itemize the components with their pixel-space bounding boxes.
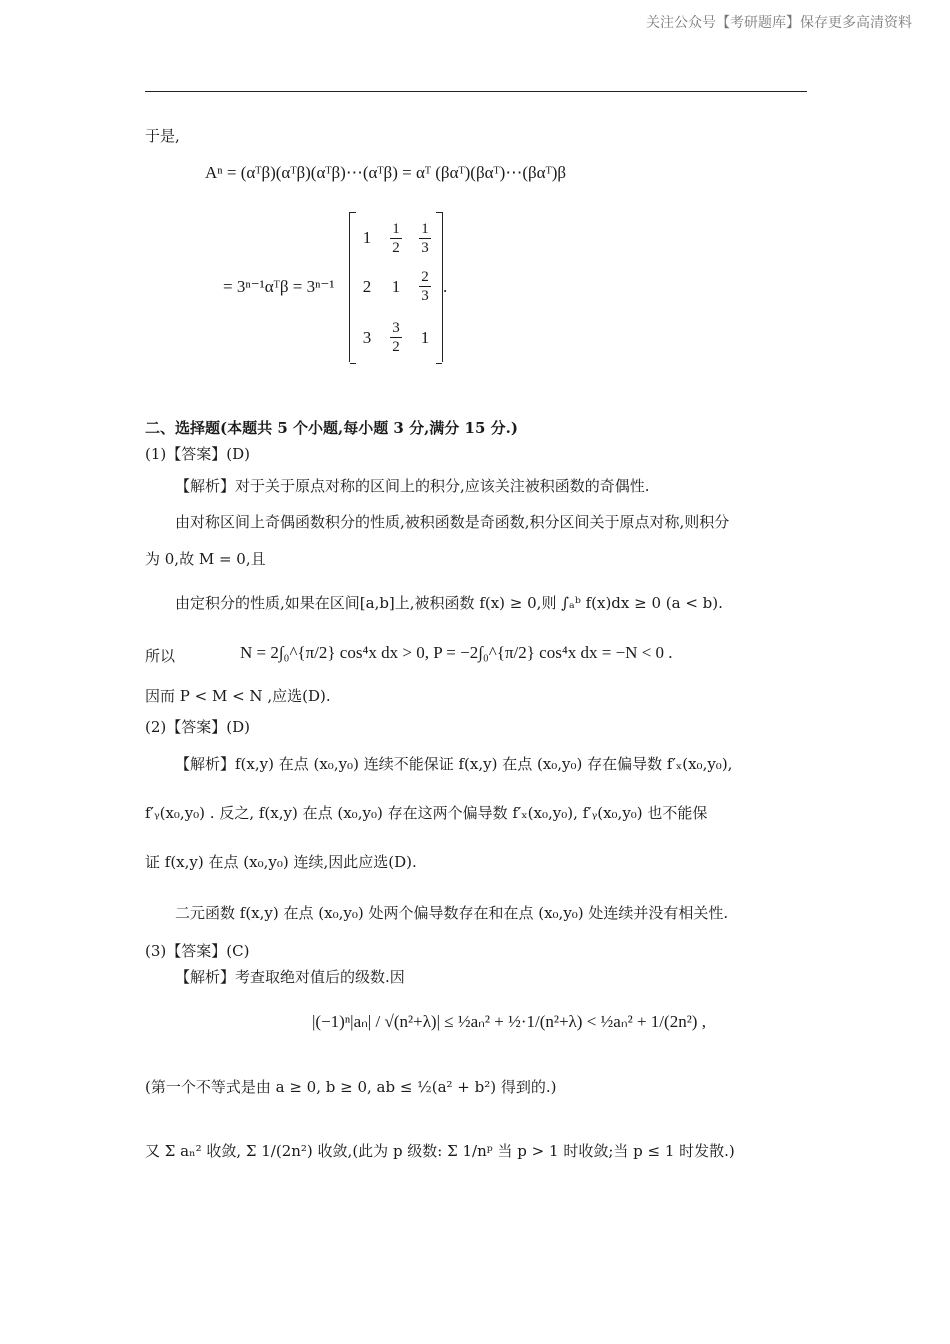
q2-line-2: f′ᵧ(x₀,y₀) . 反之, f(x,y) 在点 (x₀,y₀) 存在这两个偏导数 f′ₓ(x₀,y₀), f′ᵧ(x₀,y₀) 也不能保 xyxy=(145,804,708,822)
equation-3-power: = 3ⁿ⁻¹αᵀβ = 3ⁿ⁻¹ xyxy=(223,277,335,296)
matrix-cell: $\frac{2}{3}$ xyxy=(421,269,429,304)
q1-integral-equation: N = 2∫₀^{π/2} cos⁴x dx > 0, P = −2∫₀^{π/2} cos⁴x dx = −N < 0 . xyxy=(240,643,673,662)
q3-final-line: 又 Σ aₙ² 收敛, Σ 1/(2n²) 收敛,(此为 p 级数: Σ 1/nᵖ 当 p > 1 时收敛;当 p ≤ 1 时发散.) xyxy=(145,1142,735,1160)
q1-paragraph-2: 由定积分的性质,如果在区间[a,b]上,被积函数 f(x) ≥ 0,则 ∫ₐᵇ f(x)dx ≥ 0 (a < b). xyxy=(175,594,723,612)
matrix-cell: $\frac{1}{3}$ xyxy=(421,221,429,256)
q3-note: (第一个不等式是由 a ≥ 0, b ≥ 0, ab ≤ ½(a² + b²) 得到的.) xyxy=(145,1078,557,1096)
q1-so-label: 所以 xyxy=(145,647,176,665)
q3-analysis: 【解析】考查取绝对值后的级数.因 xyxy=(175,968,405,986)
q3-inequality: |(−1)ⁿ|aₙ| / √(n²+λ)| ≤ ½aₙ² + ½·1/(n²+λ) < ½aₙ² + 1/(2n²) , xyxy=(312,1012,706,1031)
matrix-cell: 2 xyxy=(362,277,372,296)
header-rule xyxy=(145,91,807,92)
q1-paragraph-1b: 为 0,故 M = 0,且 xyxy=(145,550,266,568)
q1-paragraph-1a: 由对称区间上奇偶函数积分的性质,被积函数是奇函数,积分区间关于原点对称,则积分 xyxy=(175,513,730,531)
q2-line-4: 二元函数 f(x,y) 在点 (x₀,y₀) 处两个偏导数存在和在点 (x₀,y₀) 处连续并没有相关性. xyxy=(175,904,729,922)
equation-a-power-n: Aⁿ = (αᵀβ)(αᵀβ)(αᵀβ)⋯(αᵀβ) = αᵀ (βαᵀ)(βαᵀ)⋯(βαᵀ)β xyxy=(205,163,567,182)
matrix-cell: $\frac{3}{2}$ xyxy=(392,320,400,355)
q1-analysis: 【解析】对于关于原点对称的区间上的积分,应该关注被积函数的奇偶性. xyxy=(175,477,650,495)
q3-answer: (3)【答案】(C) xyxy=(145,942,250,960)
matrix-cell: 1 xyxy=(362,228,372,247)
q1-answer: (1)【答案】(D) xyxy=(145,445,250,463)
q1-conclusion: 因而 P < M < N ,应选(D). xyxy=(145,687,331,705)
matrix-cell: 1 xyxy=(420,328,430,347)
q2-line-1: 【解析】f(x,y) 在点 (x₀,y₀) 连续不能保证 f(x,y) 在点 (x₀,y₀) 存在偏导数 f′ₓ(x₀,y₀), xyxy=(175,755,733,773)
matrix-period: . xyxy=(443,277,448,296)
matrix-cell: 1 xyxy=(391,277,401,296)
result-matrix xyxy=(349,212,443,362)
intro-text: 于是, xyxy=(145,127,180,145)
section-title: 二、选择题(本题共 5 个小题,每小题 3 分,满分 15 分.) xyxy=(145,419,518,437)
q2-answer: (2)【答案】(D) xyxy=(145,718,250,736)
matrix-cell: 3 xyxy=(362,328,372,347)
matrix-cell: $\frac{1}{2}$ xyxy=(392,221,400,256)
q2-line-3: 证 f(x,y) 在点 (x₀,y₀) 连续,因此应选(D). xyxy=(145,853,417,871)
watermark: 关注公众号【考研题库】保存更多高清资料 xyxy=(646,15,912,31)
